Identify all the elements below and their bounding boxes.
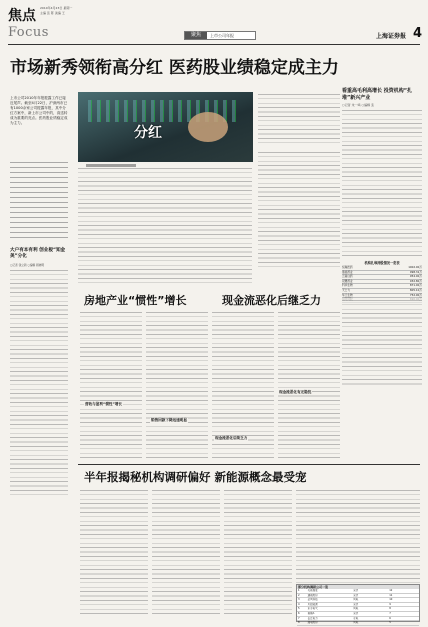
headline-cashflow: 现金流恶化后继乏力 [222, 294, 321, 307]
holdings-cell: 华兰生物 [342, 292, 353, 297]
holdings-cell: 752.90万 [409, 292, 422, 297]
holdings-cell: 1002.00万 [408, 265, 422, 269]
headline-property: 房地产业“惯性”增长 [84, 294, 187, 307]
institution-cell: 5 [298, 607, 300, 611]
lead-text-extra [10, 160, 68, 240]
holdings-cell: 双鹭药业 [342, 278, 353, 283]
left-sidebar [10, 248, 68, 498]
institution-cell: 8 [298, 621, 300, 625]
left-sidebar-byline: ○记者 钱立新 ○编辑 顾晓明 [10, 263, 45, 267]
holdings-cell: 康美药业 [342, 269, 353, 274]
holdings-cell: 998.31万 [409, 269, 422, 274]
page-number: 4 [413, 26, 423, 41]
section-title: 焦点 [8, 8, 36, 24]
institution-cell: 湘电股份 [307, 621, 318, 625]
right-sidebar-text-2 [342, 298, 422, 388]
main-headline: 市场新秀领衔高分红 医药股业绩稳定成主力 [10, 58, 339, 78]
article3-col3 [224, 488, 292, 616]
left-sidebar-title: 大户有本有利 创业板“知金美”分化 [10, 248, 66, 259]
institution-row [297, 621, 419, 626]
masthead [8, 5, 423, 45]
institution-cell: 风电 [353, 598, 359, 602]
holdings-cell: 天士力 [342, 287, 351, 292]
holdings-cell: 恒瑞医药 [342, 265, 353, 269]
institution-cell: 8 [389, 607, 391, 611]
institution-table [296, 584, 420, 625]
byline-1 [86, 164, 136, 167]
institution-cell: 10 [389, 598, 393, 602]
masthead-rule [8, 44, 420, 45]
institution-cell: 天威保变 [307, 589, 318, 592]
institution-table-rows [297, 589, 419, 626]
institution-cell: 川投能源 [307, 602, 318, 606]
lead-summary: 上市公司2010年年报披露工作已接近尾声。截至4月22日，沪深两市已有1000余家公司披露年报，其中分红方案中，新上市公司中的，高送转成为重要的亮点。医药股业绩稳定成为主力。 [10, 96, 68, 125]
subhead-cashflow: 现金流恶化后续乏力 [215, 436, 248, 440]
institution-cell: 12 [389, 589, 393, 592]
institution-cell: 光伏 [353, 611, 359, 615]
institution-cell: 1 [298, 589, 300, 592]
institution-cell: 11 [389, 593, 393, 597]
subhead-collection: 销售回款下降迅速明显 [151, 418, 187, 422]
bottom-rule [78, 464, 420, 465]
section-english: Focus [8, 25, 49, 40]
article3-col1 [80, 488, 148, 616]
right-sidebar-title: 看重高毛利高增长 投资机构“扎堆”新兴产业 [342, 88, 413, 101]
right-sidebar-byline: ○记者 朱一鸣 ○编辑 张 [342, 103, 375, 107]
institution-cell: 5 [389, 621, 391, 625]
institution-cell: 4 [298, 602, 300, 606]
institution-cell: 6 [389, 616, 391, 620]
article-columns-under-photo [258, 92, 340, 147]
holdings-cell: 954.00万 [409, 274, 422, 279]
article2-col2 [146, 310, 208, 460]
editor-line: 主编 张 陈 美编 王 [40, 11, 65, 15]
institution-cell: 风电 [353, 607, 359, 611]
headline-bottom: 半年报揭秘机构调研偏好 新能源概念最受宠 [84, 470, 307, 484]
institution-cell: 光伏 [353, 602, 359, 606]
holdings-cell: 科华生物 [342, 283, 353, 288]
institution-cell: 风电 [353, 621, 359, 625]
institution-table-title: 部分机构调研公司一览 [297, 585, 419, 589]
institution-cell: 金风科技 [307, 598, 318, 602]
stock-screen-photo [78, 92, 253, 162]
holdings-table [342, 260, 422, 303]
holdings-cell: 932.80万 [409, 278, 422, 283]
right-sidebar [342, 88, 422, 388]
left-sidebar-text [10, 268, 68, 498]
article2-col1 [80, 310, 142, 460]
article2-col4 [278, 310, 340, 460]
institution-cell: 南玻A [307, 611, 315, 615]
holdings-cell: 871.00万 [409, 283, 422, 288]
institution-cell: 9 [389, 602, 391, 606]
dateline: 2010年4月23日 星期一 [40, 6, 73, 10]
institution-cell: 东方电气 [307, 607, 318, 611]
institution-cell: 2 [298, 593, 300, 597]
focus-tag-sub: 上市公司年报 [210, 33, 234, 38]
institution-cell: 光伏 [353, 589, 359, 592]
paper-name: 上海证券报 [376, 33, 407, 40]
institution-cell: 光伏 [353, 593, 359, 597]
institution-cell: 7 [298, 616, 300, 620]
article-columns-top [78, 166, 252, 286]
holdings-cell: 805.10万 [409, 287, 422, 292]
holdings-cell: 云南白药 [342, 274, 353, 279]
subhead-growth: 营收与盈利“惯性”增长 [85, 402, 123, 406]
institution-cell: 6 [298, 611, 300, 615]
right-sidebar-text [342, 108, 422, 258]
article3-col2 [152, 488, 220, 616]
photo-caption: 分红 [134, 125, 162, 141]
subhead-concern: 现金流恶化有无隐忧 [279, 390, 312, 394]
institution-cell: 3 [298, 598, 300, 602]
focus-tag-label: 聚焦 [185, 32, 207, 39]
institution-cell: 7 [389, 611, 391, 615]
article-columns-mid [258, 150, 340, 270]
holdings-table-title: 机构扎堆持股情况一览表 [364, 261, 400, 265]
institution-cell: 水电 [353, 616, 359, 620]
institution-cell: 长江电力 [307, 616, 318, 620]
institution-cell: 通威股份 [307, 593, 318, 597]
article3-col4 [296, 488, 420, 584]
focus-tag [184, 31, 256, 40]
